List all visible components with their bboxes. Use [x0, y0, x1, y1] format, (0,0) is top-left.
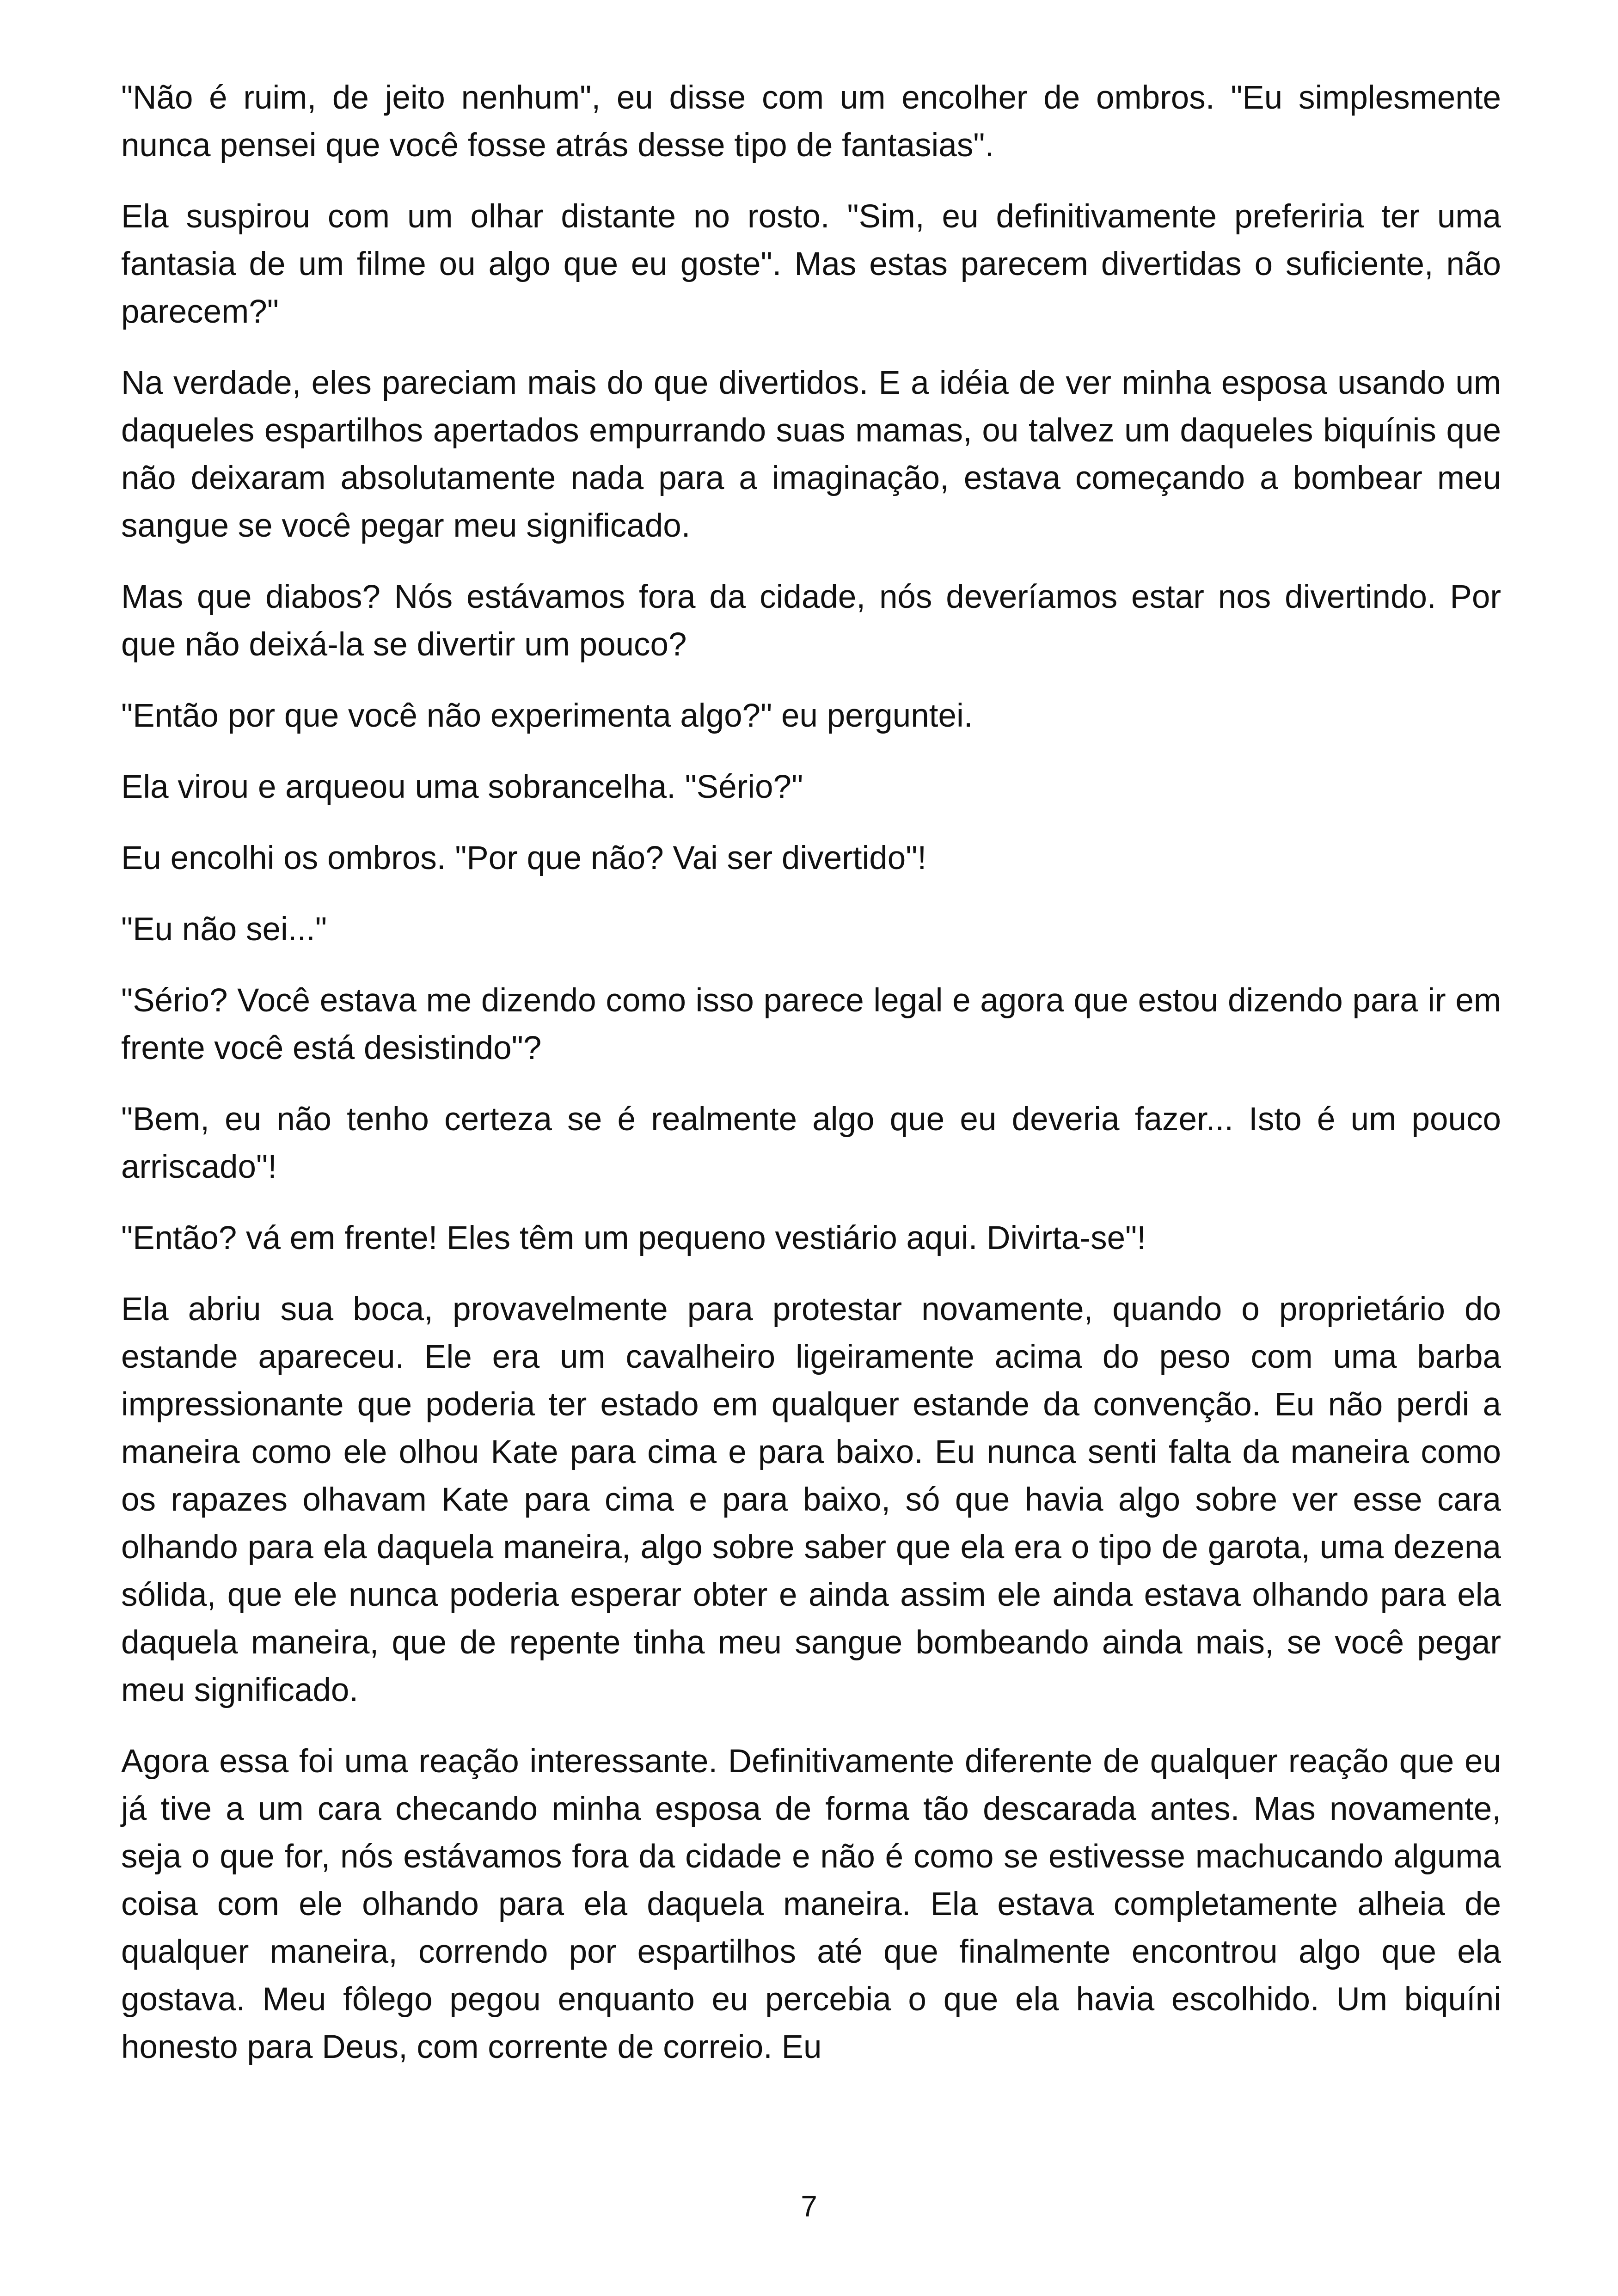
paragraph-10: "Bem, eu não tenho certeza se é realmente algo que eu deveria fazer... Isto é um pouco arriscado"! — [121, 1101, 1501, 1185]
paragraph-6: Ela virou e arqueou uma sobrancelha. "Sério?" — [121, 769, 803, 805]
paragraph-8: "Eu não sei..." — [121, 911, 327, 948]
paragraph-4: Mas que diabos? Nós estávamos fora da cidade, nós deveríamos estar nos divertindo. Por que não deixá-la se divertir um pouco? — [121, 579, 1501, 663]
paragraph-7: Eu encolhi os ombros. "Por que não? Vai ser divertido"! — [121, 840, 927, 876]
paragraph-9: "Sério? Você estava me dizendo como isso parece legal e agora que estou dizendo para ir em frente você está desistindo"? — [121, 982, 1501, 1066]
paragraph-12: Ela abriu sua boca, provavelmente para protestar novamente, quando o proprietário do estande apareceu. Ele era um cavalheiro ligeiramente acima do peso com uma barba impressionante que poderia ter estado em qualquer estande da convenção. Eu não perdi a maneira como ele olhou Kate para cima e para baixo. Eu nunca senti falta da maneira como os rapazes olhavam Kate para cima e para baixo, só que havia algo sobre ver esse cara olhando para ela daquela maneira, algo sobre saber que ela era o tipo de garota, uma dezena sólida, que ele nunca poderia esperar obter e ainda assim ele ainda estava olhando para ela daquela maneira, que de repente tinha meu sangue bombeando ainda mais, se você pegar meu significado. — [121, 1291, 1501, 1708]
paragraph-11: "Então? vá em frente! Eles têm um pequeno vestiário aqui. Divirta-se"! — [121, 1220, 1146, 1256]
paragraph-3: Na verdade, eles pareciam mais do que divertidos. E a idéia de ver minha esposa usando um daqueles espartilhos apertados empurrando suas mamas, ou talvez um daqueles biquínis que não deixaram absolutamente nada para a imaginação, estava começando a bombear meu sangue se você pegar meu significado. — [121, 365, 1501, 544]
document-page — [121, 74, 1501, 2094]
page-number: 7 — [801, 2190, 817, 2223]
paragraph-1: "Não é ruim, de jeito nenhum", eu disse com um encolher de ombros. "Eu simplesmente nunca pensei que você fosse atrás desse tipo de fantasias". — [121, 80, 1501, 164]
paragraph-5: "Então por que você não experimenta algo?" eu perguntei. — [121, 698, 973, 734]
paragraph-2: Ela suspirou com um olhar distante no rosto. "Sim, eu definitivamente preferiria ter uma fantasia de um filme ou algo que eu goste". Mas estas parecem divertidas o suficiente, não parecem?" — [121, 198, 1501, 330]
paragraph-13: Agora essa foi uma reação interessante. Definitivamente diferente de qualquer reação que eu já tive a um cara checando minha esposa de forma tão descarada antes. Mas novamente, seja o que for, nós estávamos fora da cidade e não é como se estivesse machucando alguma coisa com ele olhando para ela daquela maneira. Ela estava completamente alheia de qualquer maneira, correndo por espartilhos até que finalmente encontrou algo que ela gostava. Meu fôlego pegou enquanto eu percebia o que ela havia escolhido. Um biquíni honesto para Deus, com corrente de correio. Eu — [121, 1743, 1501, 2065]
